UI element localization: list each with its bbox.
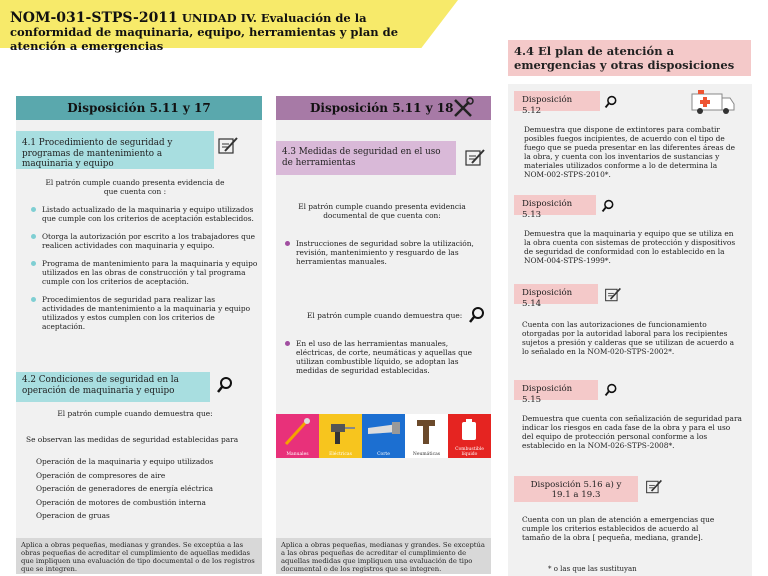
magnifier-icon — [468, 306, 486, 324]
disposicion-5-15-label: Disposición 5.15 — [514, 380, 598, 400]
section-4-1-heading: 4.1 Procedimiento de seguridad y programas de mantenimiento a maquinaria y equipo — [16, 131, 214, 169]
section-4-1-intro: El patrón cumple cuando presenta evidencia de que cuenta con : — [45, 178, 225, 196]
column2-title: Disposición 5.11 y 18 — [276, 96, 491, 120]
column2-footer: Aplica a obras pequeñas, medianas y grandes. Se exceptúa a las obras pequeñas de acreditar el cumplimiento de aquellas medidas que impliquen una evaluación de tipo documental o de los registros que se integren. — [276, 538, 491, 574]
section-4-3-list-2 — [282, 339, 482, 384]
disposicion-5-12-label: Disposición 5.12 — [514, 91, 600, 111]
list-item: Operación de la maquinaria y equipo utilizados — [36, 457, 214, 466]
pencil-note-icon — [464, 147, 486, 169]
magnifier-icon — [604, 382, 618, 396]
section-4-2-items — [36, 457, 256, 520]
tool-fuel — [448, 414, 491, 458]
pencil-note-icon — [645, 478, 663, 496]
tools-icon — [452, 97, 474, 119]
section-4-3-demuestra: El patrón cumple cuando demuestra que: — [307, 311, 463, 320]
disposicion-5-13-label: Disposición 5.13 — [514, 195, 596, 215]
magnifier-icon — [216, 376, 234, 394]
column1-footer: Aplica a obras pequeñas, medianas y grandes. Se exceptúa a las obras pequeñas de acreditar el cumplimiento de aquellas medidas que impliquen una evaluación de tipo documental o de los registros que se integren. — [16, 538, 262, 574]
section-4-2-observe: Se observan las medidas de seguridad establecidas para — [26, 435, 239, 444]
list-item: En el uso de las herramientas manuales, eléctricas, de corte, neumáticas y aquellas que utilizan combustible líquido, se adoptan las medidas de seguridad establecidas. — [282, 339, 482, 375]
disposicion-5-16-label: Disposición 5.16 a) y 19.1 a 19.3 — [514, 476, 638, 502]
norm-code: NOM-031-STPS-2011 — [10, 10, 178, 26]
section-4-3-list-1 — [282, 239, 482, 275]
column1-title: Disposición 5.11 y 17 — [16, 96, 262, 120]
tool-pneumatic — [405, 414, 448, 458]
tool-label: Combustible líquido — [455, 447, 484, 457]
tool-types-strip — [276, 414, 491, 458]
footnote: * o las que las sustituyan — [548, 565, 637, 573]
ambulance-icon — [690, 88, 736, 116]
page-title — [10, 11, 450, 53]
disposicion-5-12-text: Demuestra que dispone de extintores para combatir posibles fuegos incipientes, de acuerdo con el tipo de fuego que se pueda presentar en las diferentes áreas de la obra, y cuenta con los inventarios de sustancias y materiales utilizados conforme a lo de determina la NOM-002-STPS-2010*. — [524, 125, 736, 179]
section-4-3-heading: 4.3 Medidas de seguridad en el uso de herramientas — [276, 141, 456, 175]
magnifier-icon — [604, 94, 618, 108]
section-4-2-heading: 4.2 Condiciones de seguridad en la operación de maquinaria y equipo — [16, 372, 210, 402]
list-item: Operación de generadores de energía eléctrica — [36, 484, 214, 493]
section-4-3-intro: El patrón cumple cuando presenta evidencia documental de que cuenta con: — [298, 202, 466, 220]
list-item: Operación de compresores de aire — [36, 470, 166, 480]
section-4-2-intro: El patrón cumple cuando demuestra que: — [57, 409, 213, 418]
tool-electric — [319, 414, 362, 458]
tool-label: Neumáticas — [412, 452, 441, 457]
list-item: Operación de motores de combustión interna — [36, 497, 206, 507]
tool-cutting — [362, 414, 405, 458]
pencil-note-icon — [217, 135, 239, 157]
disposicion-5-14-label: Disposición 5.14 — [514, 284, 598, 304]
disposicion-5-14-text: Cuenta con las autorizaciones de funcionamiento otorgadas por la autoridad laboral para los recipientes sujetos a presión y calderas que se utilizan de acuerdo a lo señalado en la NOM-020-STPS-2002*. — [522, 320, 735, 356]
section-4-1-list — [28, 205, 258, 340]
unit-title: UNIDAD IV. Evaluación de la conformidad de maquinaria, equipo, herramientas y plan de atención a emergencias — [10, 11, 399, 53]
list-item: Otorga la autorización por escrito a los trabajadores que realicen actividades con maquinaria y equipo. — [28, 232, 258, 250]
tool-label: Eléctricas — [329, 452, 352, 457]
tool-manual — [276, 414, 319, 458]
column3-title: 4.4 El plan de atención a emergencias y otras disposiciones — [508, 40, 751, 76]
disposicion-5-13-text: Demuestra que la maquinaria y equipo que se utiliza en la obra cuenta con sistemas de protección y dispositivos de seguridad de conformidad con lo establecido en la NOM-004-STPS-1999*. — [524, 229, 736, 265]
list-item: Programa de mantenimiento para la maquinaria y equipo utilizados en las obras de construcción y tal programa cumple con los criterios de aceptación. — [28, 259, 258, 286]
disposicion-5-15-text: Demuestra que cuenta con señalización de seguridad para indicar los riesgos en cada fase de la obra y para el uso del equipo de protección personal conforme a los establecido en la NOM-026-STPS-2008*. — [522, 414, 742, 450]
magnifier-icon — [601, 198, 615, 212]
list-item: Instrucciones de seguridad sobre la utilización, revisión, mantenimiento y resguardo de las herramientas manuales. — [282, 239, 482, 266]
pencil-note-icon — [604, 286, 622, 304]
disposicion-5-16-text: Cuenta con un plan de atención a emergencias que cumple los criterios establecidos de acuerdo al tamaño de la obra [ pequeña, mediana, grande]. — [522, 515, 715, 542]
tool-label: Manuales — [286, 452, 309, 457]
list-item: Listado actualizado de la maquinaria y equipo utilizados que cumple con los criterios de aceptación establecidos. — [28, 205, 258, 223]
list-item: Operacion de gruas — [36, 511, 110, 520]
tool-label: Corte — [377, 452, 390, 457]
list-item: Procedimientos de seguridad para realizar las actividades de mantenimiento a la maquinaria y equipo utilizados y estos cumplen con los criterios de aceptación. — [28, 295, 258, 331]
